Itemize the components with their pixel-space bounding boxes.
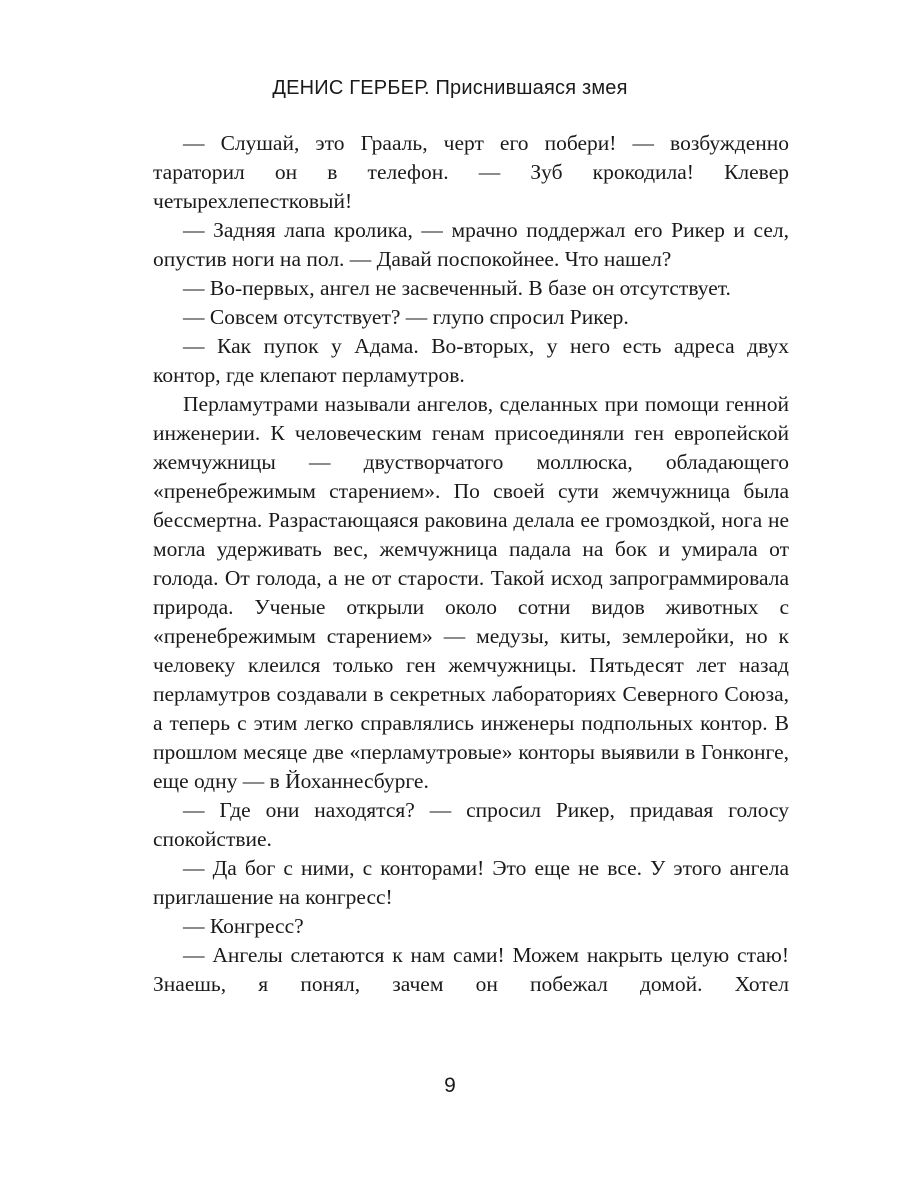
page-number: 9 (444, 1074, 456, 1097)
running-title: ДЕНИС ГЕРБЕР. Приснившаяся змея (272, 77, 628, 99)
body-text (153, 129, 789, 999)
paragraph: — Задняя лапа кролика, — мрачно поддержал его Рикер и сел, опустив ноги на пол. — Давай поспокойнее. Что нашел? (153, 218, 789, 271)
paragraph: — Во-первых, ангел не засвеченный. В базе он отсутствует. (183, 276, 731, 300)
paragraph: — Ангелы слетаются к нам сами! Можем накрыть целую стаю! Знаешь, я понял, зачем он побежал домой. Хотел (153, 943, 789, 996)
paragraph: — Конгресс? (183, 914, 304, 938)
paragraph: — Совсем отсутствует? — глупо спросил Рикер. (183, 305, 629, 329)
paragraph: — Слушай, это Грааль, черт его побери! — возбужденно тараторил он в телефон. — Зуб крокодила! Клевер четырехлепестковый! (153, 131, 789, 213)
paragraph: Перламутрами называли ангелов, сделанных при помощи генной инженерии. К человеческим генам присоединяли ген европейской жемчужницы — двустворчатого моллюска, обладающего «пренебрежимым старением». По своей сути жемчужница была бессмертна. Разрастающаяся раковина делала ее громоздкой, нога не могла удерживать вес, жемчужница падала на бок и умирала от голода. От голода, а не от старости. Такой исход запрограммировала природа. Ученые открыли около сотни видов животных с «пренебрежимым старением» — медузы, киты, землеройки, но к человеку клеился только ген жемчужницы. Пятьдесят лет назад перламутров создавали в секретных лабораториях Северного Союза, а теперь с этим легко справлялись инженеры подпольных контор. В прошлом месяце две «перламутровые» конторы выявили в Гонконге, еще одну — в Йоханнесбурге. (153, 392, 789, 793)
paragraph: — Как пупок у Адама. Во-вторых, у него есть адреса двух контор, где клепают перламутров. (153, 334, 789, 387)
paragraph: — Да бог с ними, с конторами! Это еще не все. У этого ангела приглашение на конгресс! (153, 856, 789, 909)
paragraph: — Где они находятся? — спросил Рикер, придавая голосу спокойствие. (153, 798, 789, 851)
